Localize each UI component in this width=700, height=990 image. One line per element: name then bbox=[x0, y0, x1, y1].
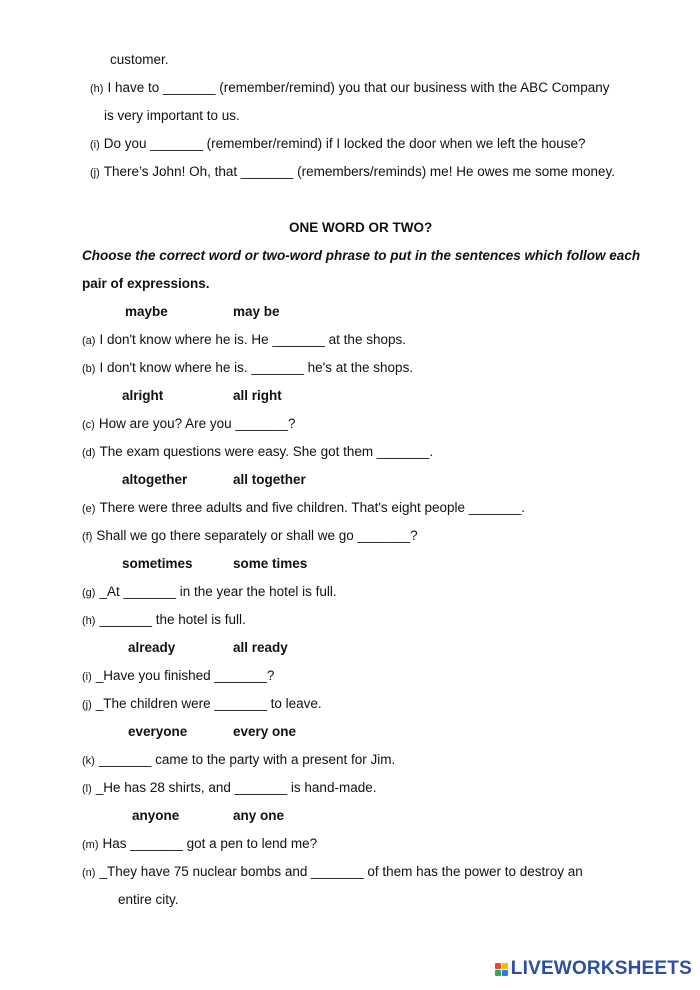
top-line-3: is very important to us. bbox=[104, 108, 240, 123]
word-pair-already bbox=[128, 639, 288, 657]
exercise-item-l: (l) _He has 28 shirts, and _______ is hand-made. bbox=[82, 780, 377, 795]
brand-mark-square bbox=[502, 970, 508, 976]
top-line-1: customer. bbox=[110, 52, 169, 67]
word-option-1: sometimes bbox=[122, 556, 193, 571]
item-label: (c) bbox=[82, 419, 95, 431]
section-title: ONE WORD OR TWO? bbox=[289, 220, 433, 235]
word-option-1: already bbox=[128, 640, 176, 655]
item-label: (j) bbox=[90, 167, 100, 179]
word-option-2: some times bbox=[233, 556, 308, 571]
item-label: (d) bbox=[82, 447, 96, 459]
item-label: (j) bbox=[82, 699, 92, 711]
item-label: (a) bbox=[82, 335, 96, 347]
word-pair-maybe bbox=[125, 303, 280, 321]
exercise-item-i: (i) _Have you finished _______? bbox=[82, 668, 275, 683]
exercise-item-j: (j) _The children were _______ to leave. bbox=[82, 696, 322, 711]
item-label: (h) bbox=[90, 83, 104, 95]
word-option-1: everyone bbox=[128, 724, 188, 739]
item-label: (e) bbox=[82, 503, 96, 515]
exercise-item-m: (m) Has _______ got a pen to lend me? bbox=[82, 836, 318, 851]
exercise-item-f: (f) Shall we go there separately or shall we go _______? bbox=[82, 528, 418, 543]
word-option-2: any one bbox=[233, 808, 285, 823]
instruction-line-1: Choose the correct word or two-word phrase to put in the sentences which follow each bbox=[82, 248, 641, 263]
word-pair-altogether bbox=[122, 471, 306, 489]
exercise-item-d: (d) The exam questions were easy. She got them _______. bbox=[82, 444, 434, 459]
brand-mark-icon bbox=[495, 963, 508, 976]
instruction-line-2: pair of expressions. bbox=[82, 276, 210, 291]
brand-mark-square bbox=[495, 963, 501, 969]
exercise-item-n: (n) _They have 75 nuclear bombs and _______ of them has the power to destroy an bbox=[82, 864, 583, 879]
brand-mark-square bbox=[502, 963, 508, 969]
exercise-item-e: (e) There were three adults and five children. That's eight people _______. bbox=[82, 500, 526, 515]
word-pair-everyone bbox=[128, 723, 296, 741]
item-label: (h) bbox=[82, 615, 96, 627]
item-label: (g) bbox=[82, 587, 96, 599]
exercise-item-b: (b) I don't know where he is. _______ he's at the shops. bbox=[82, 360, 414, 375]
item-label: (i) bbox=[82, 671, 92, 683]
item-label: (m) bbox=[82, 839, 99, 851]
exercise-item-k: (k) _______ came to the party with a present for Jim. bbox=[82, 752, 396, 767]
word-option-1: altogether bbox=[122, 472, 188, 487]
top-line-2: (h) I have to _______ (remember/remind) you that our business with the ABC Company bbox=[90, 80, 610, 95]
item-label: (l) bbox=[82, 783, 92, 795]
item-label: (f) bbox=[82, 531, 93, 543]
exercise-item-c: (c) How are you? Are you _______? bbox=[82, 416, 296, 431]
word-option-2: all ready bbox=[233, 640, 288, 655]
word-option-1: maybe bbox=[125, 304, 168, 319]
word-option-1: anyone bbox=[132, 808, 180, 823]
top-line-4: (i) Do you _______ (remember/remind) if I locked the door when we left the house? bbox=[90, 136, 586, 151]
liveworksheets-logo bbox=[495, 958, 692, 980]
word-option-2: all together bbox=[233, 472, 306, 487]
brand-name: LIVEWORKSHEETS bbox=[510, 958, 692, 979]
word-pair-anyone bbox=[132, 807, 284, 825]
top-line-5: (j) There’s John! Oh, that _______ (remembers/reminds) me! He owes me some money. bbox=[90, 164, 616, 179]
exercise-item-a: (a) I don't know where he is. He _______ at the shops. bbox=[82, 332, 406, 347]
word-option-2: may be bbox=[233, 304, 280, 319]
word-pair-alright bbox=[122, 387, 282, 405]
item-label: (b) bbox=[82, 363, 96, 375]
item-label: (k) bbox=[82, 755, 95, 767]
item-label: (n) bbox=[82, 867, 96, 879]
exercise-item-n-continued: entire city. bbox=[118, 892, 179, 907]
word-pair-sometimes bbox=[122, 555, 307, 573]
word-option-2: every one bbox=[233, 724, 297, 739]
word-option-2: all right bbox=[233, 388, 282, 403]
exercise-item-h: (h) _______ the hotel is full. bbox=[82, 612, 246, 627]
item-label: (i) bbox=[90, 139, 100, 151]
brand-mark-square bbox=[495, 970, 501, 976]
exercise-item-g: (g) _At _______ in the year the hotel is full. bbox=[82, 584, 337, 599]
word-option-1: alright bbox=[122, 388, 164, 403]
